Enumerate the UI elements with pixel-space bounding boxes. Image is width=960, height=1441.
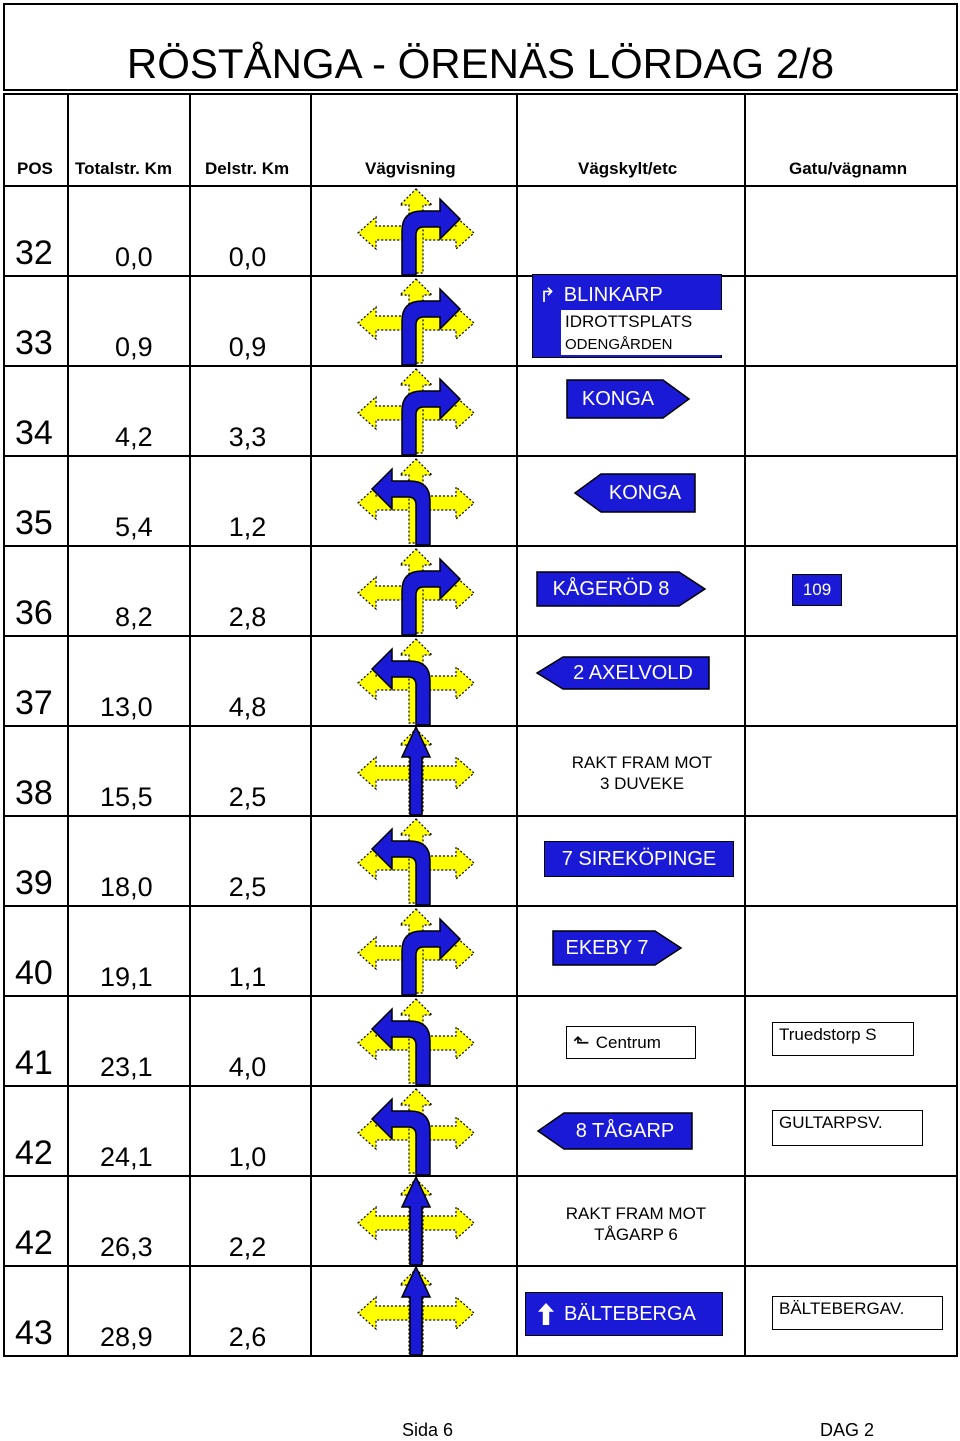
total-km: 28,9: [100, 1322, 153, 1352]
pos-cell: [4, 996, 68, 1086]
total-cell: [68, 906, 190, 996]
total-km: 13,0: [100, 692, 153, 722]
sign-balteberga: [525, 1292, 723, 1336]
sign-text: 2 AXELVOLD: [573, 661, 693, 684]
turn-right-icon: ↱: [539, 285, 556, 307]
pos-number: 42: [15, 1224, 53, 1262]
del-cell: [190, 996, 312, 1086]
header-cell: [311, 94, 517, 186]
total-km: 18,0: [100, 872, 153, 902]
turn-left-arrow-icon: [356, 1091, 476, 1175]
sign-duveke: [540, 752, 744, 794]
direction-cell: [311, 546, 517, 636]
turn-right-arrow-icon: [356, 371, 476, 455]
pos-cell: [4, 186, 68, 276]
sign-text: BÄLTEBERGA: [564, 1302, 696, 1325]
table-row: [4, 276, 957, 366]
table-row: [4, 906, 957, 996]
sign-text: KONGA: [581, 387, 655, 410]
segment-km: 2,8: [228, 602, 267, 632]
pos-number: 36: [15, 594, 53, 632]
segment-km: 2,2: [228, 1232, 267, 1262]
sign-cell: [517, 186, 746, 276]
table-row: [4, 456, 957, 546]
sign-line: TÅGARP 6: [594, 1225, 678, 1244]
direction-cell: [311, 726, 517, 816]
turn-right-arrow-icon: [356, 911, 476, 995]
turn-left-arrow-icon: [356, 641, 476, 725]
street-truedstorp: Truedstorp S: [772, 1022, 914, 1056]
street-cell: [745, 366, 957, 456]
street-cell: [745, 546, 957, 636]
del-cell: [190, 456, 312, 546]
pos-number: 35: [15, 504, 53, 542]
street-cell: [745, 1176, 957, 1266]
segment-km: 4,8: [228, 692, 267, 722]
segment-km: 4,0: [228, 1052, 267, 1082]
header-vagskylt: Vägskylt/etc: [578, 159, 678, 178]
sign-line: BLINKARP: [563, 284, 663, 306]
total-cell: [68, 276, 190, 366]
del-cell: [190, 636, 312, 726]
sign-axelvold: [537, 657, 709, 689]
pos-cell: [4, 546, 68, 636]
turn-right-arrow-icon: [356, 551, 476, 635]
sign-centrum: [566, 1026, 696, 1059]
road-number-109: 109: [792, 574, 842, 606]
street-cell: [745, 906, 957, 996]
sign-line: IDROTTSPLATS: [561, 310, 725, 334]
header-totalstr: Totalstr. Km: [75, 159, 172, 178]
turn-left-arrow-icon: [356, 1001, 476, 1085]
turn-right-arrow-icon: [356, 281, 476, 365]
segment-km: 2,5: [228, 782, 267, 812]
straight-arrow-icon: [356, 731, 476, 815]
sign-line: ODENGÅRDEN: [561, 334, 725, 355]
total-cell: [68, 546, 190, 636]
sign-ekeby: [553, 931, 681, 965]
direction-cell: [311, 996, 517, 1086]
sign-konga-right: [567, 380, 689, 418]
straight-arrow-icon: [356, 1181, 476, 1265]
segment-km: 0,0: [228, 242, 267, 272]
sign-line: RAKT FRAM MOT: [565, 1204, 707, 1223]
pos-number: 37: [15, 684, 53, 722]
route-sheet: [3, 3, 958, 1359]
total-km: 26,3: [100, 1232, 153, 1262]
header-pos: POS: [17, 159, 53, 178]
total-cell: [68, 456, 190, 546]
total-cell: [68, 186, 190, 276]
table-row: [4, 636, 957, 726]
total-cell: [68, 1176, 190, 1266]
pos-number: 38: [15, 774, 53, 812]
table-row: [4, 366, 957, 456]
straight-arrow-icon: [356, 1271, 476, 1355]
turn-left-icon: ⬑: [573, 1032, 590, 1054]
total-km: 4,2: [115, 422, 153, 452]
street-cell: [745, 726, 957, 816]
pos-number: 40: [15, 954, 53, 992]
sign-text: 8 TÅGARP: [575, 1119, 675, 1142]
sign-konga-left: [575, 474, 695, 512]
del-cell: [190, 366, 312, 456]
pos-cell: [4, 726, 68, 816]
street-cell: [745, 276, 957, 366]
title-row: [3, 3, 958, 91]
pos-number: 43: [15, 1314, 53, 1352]
sign-line: RAKT FRAM MOT: [571, 753, 713, 772]
pos-cell: [4, 906, 68, 996]
direction-cell: [311, 1266, 517, 1356]
del-cell: [190, 816, 312, 906]
header-cell: [4, 94, 68, 186]
pos-cell: [4, 456, 68, 546]
del-cell: [190, 1266, 312, 1356]
direction-cell: [311, 276, 517, 366]
table-row: [4, 1176, 957, 1266]
header-cell: [517, 94, 746, 186]
total-km: 15,5: [100, 782, 153, 812]
up-arrow-icon: [538, 1303, 554, 1325]
direction-cell: [311, 816, 517, 906]
sign-sirekopinge: 7 SIREKÖPINGE: [544, 841, 734, 877]
pos-cell: [4, 1176, 68, 1266]
direction-cell: [311, 636, 517, 726]
del-cell: [190, 276, 312, 366]
pos-cell: [4, 1086, 68, 1176]
header-cell: [745, 94, 957, 186]
sign-blinkarp: [532, 274, 722, 358]
footer-day: DAG 2: [820, 1420, 875, 1440]
segment-km: 2,5: [228, 872, 267, 902]
header-delstr: Delstr. Km: [205, 159, 290, 178]
street-cell: [745, 816, 957, 906]
total-cell: [68, 636, 190, 726]
total-km: 0,9: [115, 332, 153, 362]
total-km: 5,4: [115, 512, 153, 542]
del-cell: [190, 1086, 312, 1176]
total-cell: [68, 816, 190, 906]
segment-km: 3,3: [228, 422, 267, 452]
street-gultarpsv: GULTARPSV.: [772, 1110, 923, 1146]
segment-km: 1,1: [228, 962, 267, 992]
total-km: 0,0: [115, 242, 153, 272]
header-vagvisning: Vägvisning: [365, 159, 456, 178]
sign-kagerod: [537, 572, 705, 606]
segment-km: 0,9: [228, 332, 267, 362]
pos-number: 41: [15, 1044, 53, 1082]
total-km: 8,2: [115, 602, 153, 632]
header-cell: [190, 94, 312, 186]
del-cell: [190, 906, 312, 996]
segment-km: 1,2: [228, 512, 267, 542]
street-cell: [745, 636, 957, 726]
total-km: 19,1: [100, 962, 153, 992]
direction-cell: [311, 906, 517, 996]
table-row: [4, 816, 957, 906]
pos-cell: [4, 636, 68, 726]
segment-km: 1,0: [228, 1142, 267, 1172]
page-title: RÖSTÅNGA - ÖRENÄS LÖRDAG 2/8: [126, 40, 835, 87]
segment-km: 2,6: [228, 1322, 267, 1352]
header-cell: [68, 94, 190, 186]
route-table: [3, 93, 958, 1357]
street-baltebergav: BÄLTEBERGAV.: [772, 1296, 943, 1330]
total-cell: [68, 996, 190, 1086]
pos-number: 32: [15, 234, 53, 272]
del-cell: [190, 186, 312, 276]
total-cell: [68, 1266, 190, 1356]
direction-cell: [311, 1086, 517, 1176]
total-km: 24,1: [100, 1142, 153, 1172]
del-cell: [190, 546, 312, 636]
total-km: 23,1: [100, 1052, 153, 1082]
del-cell: [190, 1176, 312, 1266]
pos-cell: [4, 276, 68, 366]
pos-number: 33: [15, 324, 53, 362]
total-cell: [68, 726, 190, 816]
turn-right-arrow-icon: [356, 191, 476, 275]
total-cell: [68, 1086, 190, 1176]
turn-left-arrow-icon: [356, 821, 476, 905]
table-row: [4, 726, 957, 816]
sign-text: KÅGERÖD 8: [552, 577, 670, 600]
pos-number: 39: [15, 864, 53, 902]
pos-number: 34: [15, 414, 53, 452]
sign-text: EKEBY 7: [565, 936, 649, 959]
del-cell: [190, 726, 312, 816]
sign-line: 3 DUVEKE: [599, 774, 685, 793]
street-cell: [745, 186, 957, 276]
direction-cell: [311, 1176, 517, 1266]
sign-text: KONGA: [608, 481, 682, 504]
sign-text: Centrum: [595, 1032, 661, 1052]
pos-cell: [4, 1266, 68, 1356]
pos-number: 42: [15, 1134, 53, 1172]
direction-cell: [311, 366, 517, 456]
total-cell: [68, 366, 190, 456]
pos-cell: [4, 366, 68, 456]
direction-cell: [311, 456, 517, 546]
street-cell: [745, 456, 957, 546]
footer-page: Sida 6: [402, 1420, 454, 1440]
header-gatunamn: Gatu/vägnamn: [789, 159, 908, 178]
turn-left-arrow-icon: [356, 461, 476, 545]
table-row: [4, 186, 957, 276]
sign-tagarp: [538, 1113, 692, 1149]
direction-cell: [311, 186, 517, 276]
pos-cell: [4, 816, 68, 906]
sign-tagarp-straight: [534, 1203, 738, 1245]
